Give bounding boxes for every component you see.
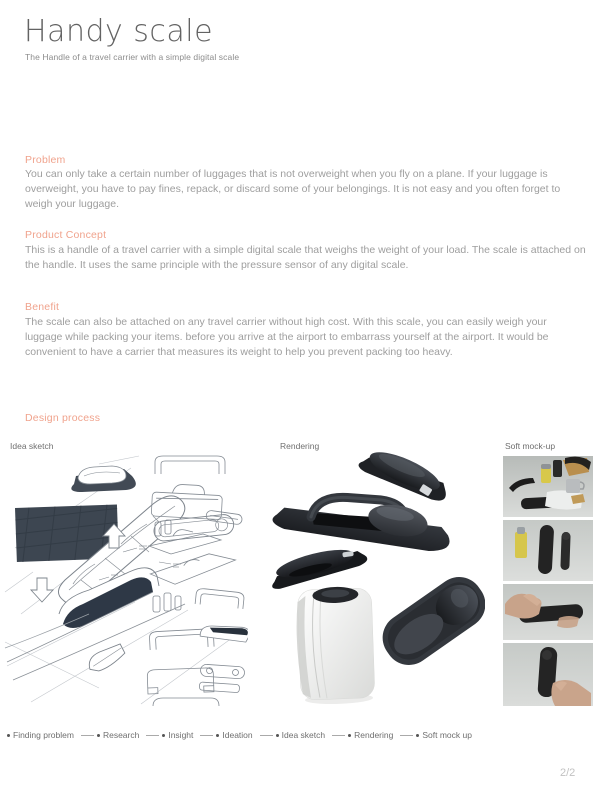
flow-connector-line — [260, 735, 273, 736]
flow-connector-line — [81, 735, 94, 736]
mockup-photo-hands-holding — [503, 584, 593, 640]
flow-bullet-icon — [97, 734, 100, 737]
flow-step-idea-sketch: Idea sketch — [281, 730, 326, 740]
process-flow — [7, 730, 472, 740]
design-process-heading: Design process — [25, 412, 101, 424]
column-label-rendering: Rendering — [280, 441, 320, 451]
flow-step-research: Research — [102, 730, 140, 740]
idea-sketch-image — [3, 452, 248, 712]
rendering-image — [272, 445, 485, 715]
flow-connector-line — [332, 735, 345, 736]
page-title: Handy scale — [24, 14, 214, 49]
column-label-idea-sketch: Idea sketch — [10, 441, 54, 451]
flow-step-finding-problem: Finding problem — [13, 730, 74, 740]
flow-bullet-icon — [7, 734, 10, 737]
page-subtitle: The Handle of a travel carrier with a simple digital scale — [25, 52, 240, 62]
flow-connector-line — [200, 735, 213, 736]
page-number: 2/2 — [560, 767, 576, 779]
mockup-photo-workbench — [503, 456, 593, 517]
mockup-photo-hand-touch — [503, 643, 593, 706]
section-body-benefit: The scale can also be attached on any travel carrier without high cost. With this scale, you can easily weigh your luggage while packing your items. before you arrive at the airport to embarrass yourself at the airport. It would be convenient to have a carrier that measures its weight to help you prevent packing too heavy. — [25, 316, 549, 358]
flow-bullet-icon — [416, 734, 419, 737]
section-body-product-concept: This is a handle of a travel carrier with a simple digital scale that weighs the weight of your load. The scale is attached on the handle. It uses the same principle with the pressure sensor of any digital scale. — [25, 244, 586, 271]
flow-bullet-icon — [216, 734, 219, 737]
section-heading-product-concept: Product Concept — [25, 229, 107, 241]
section-heading-benefit: Benefit — [25, 301, 60, 313]
flow-connector-line — [400, 735, 413, 736]
flow-bullet-icon — [276, 734, 279, 737]
flow-step-ideation: Ideation — [222, 730, 253, 740]
section-body-problem: You can only take a certain number of luggages that is not overweight when you fly on a plane. If your luggage is overweight, you have to pay fines, repack, or discard some of your belongings. It is not easy and you often forget to weigh your luggage. — [25, 168, 561, 210]
flow-connector-line — [146, 735, 159, 736]
flow-step-soft-mock-up: Soft mock up — [422, 730, 472, 740]
flow-step-insight: Insight — [168, 730, 194, 740]
flow-bullet-icon — [162, 734, 165, 737]
flow-step-rendering: Rendering — [354, 730, 394, 740]
mockup-photo-parts — [503, 520, 593, 581]
column-label-soft-mockup: Soft mock-up — [505, 441, 556, 451]
flow-bullet-icon — [348, 734, 351, 737]
section-heading-problem: Problem — [25, 154, 66, 166]
